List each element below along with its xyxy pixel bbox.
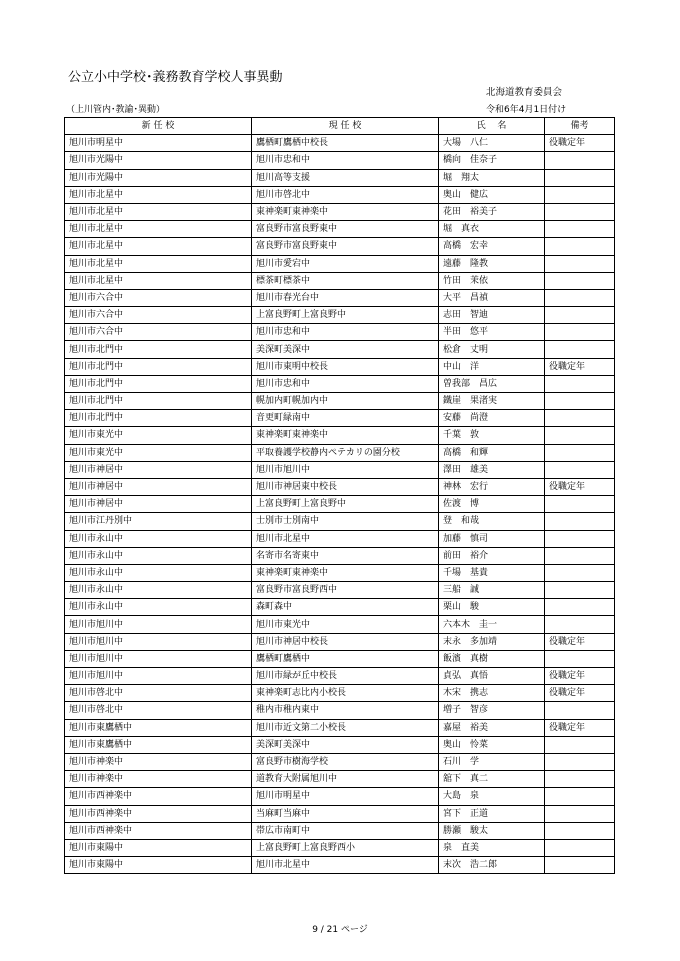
name-cell: 鐵崖 果渚実 (439, 393, 545, 410)
name-cell: 千葉 敦 (439, 427, 545, 444)
current-school-cell: 富良野市樹海学校 (252, 753, 439, 770)
table-row (65, 375, 615, 392)
new-school-cell: 旭川市旭川中 (65, 650, 252, 667)
current-school-cell: 東神楽町志比内小校長 (252, 685, 439, 702)
remarks-cell (545, 169, 615, 186)
current-school-cell: 旭川市忠和中 (252, 152, 439, 169)
current-school-cell: 帯広市南町中 (252, 822, 439, 839)
new-school-cell: 旭川市神居中 (65, 478, 252, 495)
remarks-cell (545, 547, 615, 564)
current-school-cell: 旭川市啓北中 (252, 186, 439, 203)
name-cell: 堀 真衣 (439, 221, 545, 238)
current-school-cell: 平取養護学校静内ペテカリの園分校 (252, 444, 439, 461)
remarks-cell: 役職定年 (545, 358, 615, 375)
name-cell: 高橋 和輝 (439, 444, 545, 461)
new-school-cell: 旭川市東鷹栖中 (65, 736, 252, 753)
column-header-current-school: 現 任 校 (252, 118, 439, 135)
table-row (65, 702, 615, 719)
table-row (65, 771, 615, 788)
new-school-cell: 旭川市永山中 (65, 530, 252, 547)
current-school-cell: 東神楽町東神楽中 (252, 564, 439, 581)
table-row (65, 444, 615, 461)
new-school-cell: 旭川市啓北中 (65, 702, 252, 719)
name-cell: 千場 基貴 (439, 564, 545, 581)
table-row (65, 633, 615, 650)
table-row (65, 788, 615, 805)
remarks-cell (545, 203, 615, 220)
name-cell: 堀 翔太 (439, 169, 545, 186)
remarks-cell (545, 616, 615, 633)
new-school-cell: 旭川市神居中 (65, 461, 252, 478)
table-row (65, 496, 615, 513)
name-cell: 増子 智彦 (439, 702, 545, 719)
current-school-cell: 旭川市東光中 (252, 616, 439, 633)
name-cell: 松倉 丈明 (439, 341, 545, 358)
new-school-cell: 旭川市北星中 (65, 238, 252, 255)
column-header-new-school: 新 任 校 (65, 118, 252, 135)
remarks-cell (545, 307, 615, 324)
name-cell: 六本木 圭一 (439, 616, 545, 633)
current-school-cell: 当麻町当麻中 (252, 805, 439, 822)
current-school-cell: 旭川市春光台中 (252, 289, 439, 306)
name-cell: 舘下 真二 (439, 771, 545, 788)
new-school-cell: 旭川市六合中 (65, 307, 252, 324)
current-school-cell: 上富良野町上富良野西小 (252, 839, 439, 856)
name-cell: 高橋 宏幸 (439, 238, 545, 255)
name-cell: 宮下 正道 (439, 805, 545, 822)
remarks-cell (545, 461, 615, 478)
new-school-cell: 旭川市旭川中 (65, 633, 252, 650)
current-school-cell: 旭川市忠和中 (252, 375, 439, 392)
remarks-cell (545, 496, 615, 513)
current-school-cell: 旭川市北星中 (252, 857, 439, 874)
remarks-cell (545, 393, 615, 410)
name-cell: 泉 直美 (439, 839, 545, 856)
new-school-cell: 旭川市西神楽中 (65, 805, 252, 822)
table-row (65, 582, 615, 599)
remarks-cell (545, 272, 615, 289)
new-school-cell: 旭川市明星中 (65, 135, 252, 152)
table-row (65, 307, 615, 324)
organization-name: 北海道教育委員会 (486, 87, 563, 98)
current-school-cell: 鷹栖町鷹栖中校長 (252, 135, 439, 152)
new-school-cell: 旭川市旭川中 (65, 668, 252, 685)
name-cell: 大場 八仁 (439, 135, 545, 152)
table-row (65, 478, 615, 495)
current-school-cell: 旭川市忠和中 (252, 324, 439, 341)
new-school-cell: 旭川市北星中 (65, 255, 252, 272)
name-cell: 貞弘 真悟 (439, 668, 545, 685)
current-school-cell: 東神楽町東神楽中 (252, 427, 439, 444)
remarks-cell (545, 375, 615, 392)
name-cell: 中山 洋 (439, 358, 545, 375)
name-cell: 勝瀬 駿太 (439, 822, 545, 839)
table-row (65, 289, 615, 306)
new-school-cell: 旭川市北星中 (65, 203, 252, 220)
current-school-cell: 幌加内町幌加内中 (252, 393, 439, 410)
table-row (65, 753, 615, 770)
new-school-cell: 旭川市東鷹栖中 (65, 719, 252, 736)
page-number: 9 / 21 ページ (312, 925, 368, 935)
name-cell: 末永 多加靖 (439, 633, 545, 650)
current-school-cell: 東神楽町東神楽中 (252, 203, 439, 220)
new-school-cell: 旭川市北門中 (65, 341, 252, 358)
name-cell: 木宋 携志 (439, 685, 545, 702)
remarks-cell (545, 324, 615, 341)
new-school-cell: 旭川市永山中 (65, 599, 252, 616)
remarks-cell (545, 702, 615, 719)
table-row (65, 839, 615, 856)
name-cell: 澤田 雄美 (439, 461, 545, 478)
new-school-cell: 旭川市北門中 (65, 410, 252, 427)
table-row (65, 736, 615, 753)
personnel-table (64, 117, 615, 874)
remarks-cell (545, 736, 615, 753)
new-school-cell: 旭川市光陽中 (65, 169, 252, 186)
name-cell: 前田 裕介 (439, 547, 545, 564)
table-row (65, 393, 615, 410)
new-school-cell: 旭川市東光中 (65, 444, 252, 461)
new-school-cell: 旭川市北星中 (65, 221, 252, 238)
name-cell: 花田 裕美子 (439, 203, 545, 220)
new-school-cell: 旭川市北星中 (65, 272, 252, 289)
table-row (65, 616, 615, 633)
remarks-cell (545, 530, 615, 547)
remarks-cell (545, 582, 615, 599)
new-school-cell: 旭川市北星中 (65, 186, 252, 203)
column-header-remarks: 備考 (545, 118, 615, 135)
table-body (65, 135, 615, 874)
new-school-cell: 旭川市六合中 (65, 324, 252, 341)
remarks-cell (545, 599, 615, 616)
new-school-cell: 旭川市北門中 (65, 393, 252, 410)
new-school-cell: 旭川市東光中 (65, 427, 252, 444)
table-row (65, 169, 615, 186)
table-row (65, 186, 615, 203)
new-school-cell: 旭川市西神楽中 (65, 822, 252, 839)
name-cell: 曽我部 昌広 (439, 375, 545, 392)
current-school-cell: 旭川市神居中校長 (252, 633, 439, 650)
remarks-cell (545, 650, 615, 667)
remarks-cell (545, 341, 615, 358)
table-row (65, 427, 615, 444)
name-cell: 半田 悠平 (439, 324, 545, 341)
new-school-cell: 旭川市北門中 (65, 358, 252, 375)
table-row (65, 221, 615, 238)
table-row (65, 341, 615, 358)
remarks-cell (545, 822, 615, 839)
column-header-name: 氏 名 (439, 118, 545, 135)
table-row (65, 650, 615, 667)
table-row (65, 324, 615, 341)
new-school-cell: 旭川市六合中 (65, 289, 252, 306)
current-school-cell: 旭川高等支援 (252, 169, 439, 186)
name-cell: 竹田 茉依 (439, 272, 545, 289)
table-row (65, 564, 615, 581)
remarks-cell (545, 152, 615, 169)
remarks-cell (545, 427, 615, 444)
name-cell: 嘉屋 裕美 (439, 719, 545, 736)
current-school-cell: 上富良野町上富良野中 (252, 496, 439, 513)
table-row (65, 530, 615, 547)
current-school-cell: 標茶町標茶中 (252, 272, 439, 289)
table-row (65, 135, 615, 152)
name-cell: 安藤 尚澄 (439, 410, 545, 427)
remarks-cell: 役職定年 (545, 633, 615, 650)
current-school-cell: 旭川市北星中 (252, 530, 439, 547)
table-row (65, 719, 615, 736)
current-school-cell: 富良野市富良野東中 (252, 221, 439, 238)
table-row (65, 152, 615, 169)
remarks-cell (545, 410, 615, 427)
current-school-cell: 鷹栖町鷹栖中 (252, 650, 439, 667)
remarks-cell: 役職定年 (545, 478, 615, 495)
table-row (65, 203, 615, 220)
current-school-cell: 旭川市東明中校長 (252, 358, 439, 375)
remarks-cell (545, 255, 615, 272)
new-school-cell: 旭川市西神楽中 (65, 788, 252, 805)
table-row (65, 668, 615, 685)
table-row (65, 272, 615, 289)
name-cell: 大島 泉 (439, 788, 545, 805)
table-row (65, 513, 615, 530)
new-school-cell: 旭川市東陽中 (65, 839, 252, 856)
name-cell: 佐渡 博 (439, 496, 545, 513)
name-cell: 奥山 怜菜 (439, 736, 545, 753)
current-school-cell: 稚内市稚内東中 (252, 702, 439, 719)
current-school-cell: 美深町美深中 (252, 736, 439, 753)
table-row (65, 822, 615, 839)
new-school-cell: 旭川市北門中 (65, 375, 252, 392)
current-school-cell: 美深町美深中 (252, 341, 439, 358)
table-row (65, 255, 615, 272)
name-cell: 橋向 佳奈子 (439, 152, 545, 169)
current-school-cell: 富良野市富良野東中 (252, 238, 439, 255)
current-school-cell: 道教育大附属旭川中 (252, 771, 439, 788)
remarks-cell (545, 805, 615, 822)
new-school-cell: 旭川市光陽中 (65, 152, 252, 169)
current-school-cell: 旭川市旭川中 (252, 461, 439, 478)
new-school-cell: 旭川市永山中 (65, 564, 252, 581)
remarks-cell (545, 771, 615, 788)
remarks-cell: 役職定年 (545, 135, 615, 152)
new-school-cell: 旭川市永山中 (65, 582, 252, 599)
remarks-cell (545, 564, 615, 581)
current-school-cell: 森町森中 (252, 599, 439, 616)
table-header-row (65, 118, 615, 135)
name-cell: 石川 学 (439, 753, 545, 770)
new-school-cell: 旭川市永山中 (65, 547, 252, 564)
remarks-cell (545, 221, 615, 238)
name-cell: 大平 昌禎 (439, 289, 545, 306)
remarks-cell: 役職定年 (545, 685, 615, 702)
remarks-cell (545, 186, 615, 203)
remarks-cell (545, 444, 615, 461)
new-school-cell: 旭川市啓北中 (65, 685, 252, 702)
table-row (65, 410, 615, 427)
current-school-cell: 上富良野町上富良野中 (252, 307, 439, 324)
table-row (65, 599, 615, 616)
name-cell: 栗山 駿 (439, 599, 545, 616)
name-cell: 奥山 健広 (439, 186, 545, 203)
effective-date: 令和6年4月1日付け (486, 105, 567, 115)
name-cell: 遠藤 隆教 (439, 255, 545, 272)
remarks-cell (545, 839, 615, 856)
table-row (65, 857, 615, 874)
current-school-cell: 旭川市愛宕中 (252, 255, 439, 272)
scope-label: （上川管内･教諭･異動） (66, 105, 166, 115)
current-school-cell: 旭川市明星中 (252, 788, 439, 805)
remarks-cell (545, 513, 615, 530)
name-cell: 末次 浩二郎 (439, 857, 545, 874)
name-cell: 神林 宏行 (439, 478, 545, 495)
remarks-cell (545, 753, 615, 770)
name-cell: 三船 誠 (439, 582, 545, 599)
new-school-cell: 旭川市神楽中 (65, 771, 252, 788)
page-title: 公立小中学校･義務教育学校人事異動 (68, 70, 283, 85)
remarks-cell (545, 289, 615, 306)
remarks-cell: 役職定年 (545, 668, 615, 685)
new-school-cell: 旭川市東陽中 (65, 857, 252, 874)
current-school-cell: 音更町緑南中 (252, 410, 439, 427)
remarks-cell: 役職定年 (545, 719, 615, 736)
remarks-cell (545, 857, 615, 874)
current-school-cell: 士別市士別南中 (252, 513, 439, 530)
new-school-cell: 旭川市江丹別中 (65, 513, 252, 530)
new-school-cell: 旭川市神居中 (65, 496, 252, 513)
table-row (65, 238, 615, 255)
current-school-cell: 旭川市緑が丘中校長 (252, 668, 439, 685)
name-cell: 加藤 慎司 (439, 530, 545, 547)
new-school-cell: 旭川市神楽中 (65, 753, 252, 770)
table-row (65, 461, 615, 478)
remarks-cell (545, 238, 615, 255)
new-school-cell: 旭川市旭川中 (65, 616, 252, 633)
name-cell: 志田 智迪 (439, 307, 545, 324)
table-row (65, 547, 615, 564)
name-cell: 登 和哉 (439, 513, 545, 530)
table-row (65, 685, 615, 702)
remarks-cell (545, 788, 615, 805)
table-row (65, 805, 615, 822)
table-row (65, 358, 615, 375)
current-school-cell: 旭川市近文第二小校長 (252, 719, 439, 736)
current-school-cell: 富良野市富良野西中 (252, 582, 439, 599)
current-school-cell: 名寄市名寄東中 (252, 547, 439, 564)
name-cell: 飯濱 真樹 (439, 650, 545, 667)
current-school-cell: 旭川市神居東中校長 (252, 478, 439, 495)
